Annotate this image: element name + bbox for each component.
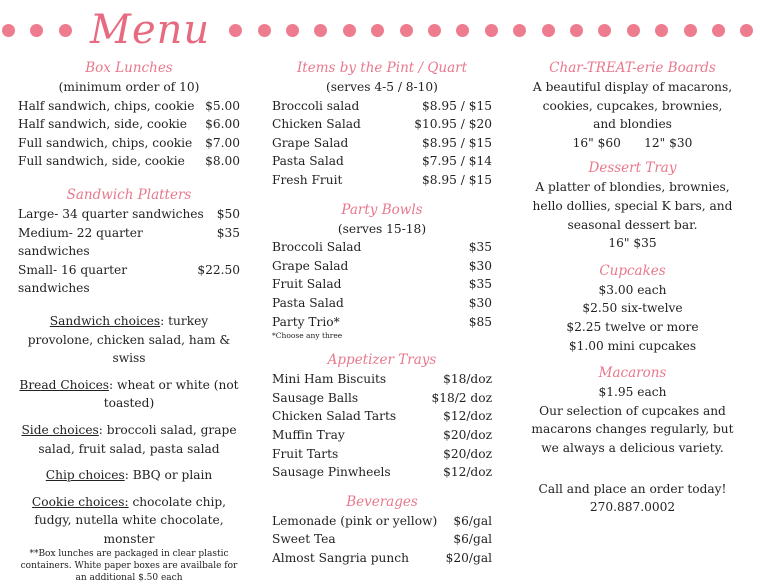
- decorative-dot: [343, 24, 356, 37]
- boards-heading: Char-TREAT-erie Boards: [549, 60, 716, 76]
- cupcakes-line: $2.25 twelve or more: [566, 319, 699, 334]
- phone-number: 270.887.0002: [589, 500, 676, 515]
- macarons-description: Our selection of cupcakes and macarons changes regularly, but we always a delicious variety.: [531, 403, 734, 455]
- menu-item: [272, 445, 492, 464]
- menu-item-name: Sweet Tea: [272, 532, 336, 547]
- sandwich-platters-heading: Sandwich Platters: [66, 186, 192, 203]
- menu-item-price: $7.95 / $14: [421, 154, 492, 169]
- appetizer-trays-heading: Appetizer Trays: [327, 352, 437, 369]
- decorative-dot: [371, 24, 384, 37]
- party-bowls-list: [272, 238, 492, 331]
- menu-item: [272, 238, 492, 257]
- column-middle: [272, 58, 492, 567]
- cookie-choices: Cookie choices: chocolate chip, fudgy, nutella white chocolate, monster: [31, 494, 227, 546]
- cupcakes-line: $3.00 each: [598, 282, 667, 297]
- menu-item-price: $18/2 doz: [431, 390, 492, 405]
- menu-item-price: $22.50: [197, 262, 240, 277]
- decorative-dot: [314, 24, 327, 37]
- menu-item: [272, 549, 492, 568]
- menu-item: [18, 224, 240, 261]
- menu-item-name: Sausage Balls: [272, 390, 359, 405]
- decorative-dot: [712, 24, 725, 37]
- menu-item-name: Half sandwich, chips, cookie: [18, 98, 195, 113]
- menu-item: [272, 407, 492, 426]
- beverages-list: [272, 512, 492, 568]
- decorative-dot: [740, 24, 753, 37]
- menu-item: [272, 294, 492, 313]
- menu-item-price: $35: [468, 240, 492, 255]
- macarons-heading: Macarons: [598, 365, 667, 382]
- menu-item: [272, 313, 492, 332]
- menu-item: [272, 134, 492, 153]
- menu-item-name: Lemonade (pink or yellow): [272, 513, 438, 528]
- menu-item-price: $12/doz: [443, 409, 492, 424]
- menu-item-name: Large- 34 quarter sandwiches: [18, 206, 204, 221]
- decorative-dot: [456, 24, 469, 37]
- party-bowls-note: (serves 15-18): [337, 221, 427, 236]
- party-bowls-heading: Party Bowls: [341, 201, 423, 218]
- menu-item-name: Small- 16 quarter sandwiches: [18, 262, 128, 296]
- menu-item: [272, 275, 492, 294]
- column-right: [530, 58, 735, 517]
- menu-item-price: $6/gal: [453, 513, 492, 528]
- menu-item: [18, 261, 240, 298]
- menu-item-name: Fruit Salad: [272, 277, 342, 292]
- menu-item: [272, 389, 492, 408]
- menu-item: [272, 97, 492, 116]
- menu-item: [272, 463, 492, 482]
- menu-item-price: $20/gal: [445, 550, 492, 565]
- menu-item-name: Chicken Salad: [272, 117, 361, 132]
- chip-choices: Chip choices: BBQ or plain: [45, 468, 213, 483]
- menu-item: [272, 171, 492, 190]
- menu-item-price: $30: [468, 295, 492, 310]
- box-lunches-note: (minimum order of 10): [58, 80, 200, 94]
- boards-prices: 16" $60 12" $30: [572, 135, 693, 150]
- decorative-dot: [286, 24, 299, 37]
- menu-item-price: $85: [468, 314, 492, 329]
- decorative-dot: [655, 24, 668, 37]
- menu-item-price: $8.95 / $15: [421, 98, 492, 113]
- pint-quart-note: (serves 4-5 / 8-10): [326, 80, 438, 94]
- appetizer-trays-list: [272, 370, 492, 482]
- beverages-heading: Beverages: [346, 493, 418, 510]
- menu-item-name: Medium- 22 quarter sandwiches: [18, 225, 143, 259]
- menu-item-price: $35: [216, 225, 240, 240]
- dessert-tray-heading: Dessert Tray: [588, 160, 677, 177]
- menu-item-price: $8.95 / $15: [421, 135, 492, 150]
- menu-item-name: Pasta Salad: [272, 154, 344, 169]
- decorative-dot: [400, 24, 413, 37]
- pint-quart-list: [272, 97, 492, 190]
- boards-description: A beautiful display of macarons, cookies, cupcakes, brownies, and blondies: [532, 80, 733, 132]
- menu-item: [272, 152, 492, 171]
- menu-item: [272, 426, 492, 445]
- menu-item-name: Fruit Tarts: [272, 446, 339, 461]
- box-lunches-heading: Box Lunches: [85, 60, 173, 76]
- page-title: Menu: [80, 8, 220, 52]
- party-trio-footnote: *Choose any three: [272, 331, 343, 341]
- menu-item: [18, 97, 240, 116]
- macarons-price: $1.95 each: [598, 385, 667, 400]
- menu-item: [18, 205, 240, 224]
- menu-item-price: $7.00: [205, 135, 240, 150]
- decorative-dot: [258, 24, 271, 37]
- menu-item-price: $20/doz: [443, 427, 492, 442]
- menu-item-name: Mini Ham Biscuits: [272, 372, 387, 387]
- order-call-to-action: Call and place an order today!: [538, 481, 727, 496]
- menu-item-price: $50: [216, 206, 240, 221]
- decorative-dot: [229, 24, 242, 37]
- menu-item: [272, 370, 492, 389]
- sandwich-choices: Sandwich choices: turkey provolone, chicken salad, ham & swiss: [27, 313, 231, 366]
- menu-item-name: Full sandwich, side, cookie: [18, 154, 185, 169]
- decorative-dot: [485, 24, 498, 37]
- decorative-dot: [627, 24, 640, 37]
- sandwich-platters-list: [18, 205, 240, 298]
- menu-item-name: Broccoli salad: [272, 98, 360, 113]
- dessert-tray-description: A platter of blondies, brownies, hello dollies, special K bars, and seasonal dessert bar.: [532, 180, 733, 232]
- menu-item-price: $8.00: [205, 154, 240, 169]
- menu-item-name: Party Trio*: [272, 314, 340, 329]
- decorative-dot: [684, 24, 697, 37]
- decorative-dot: [570, 24, 583, 37]
- menu-item-price: $5.00: [205, 98, 240, 113]
- menu-item-price: $6.00: [205, 117, 240, 132]
- menu-item-price: $10.95 / $20: [414, 117, 492, 132]
- menu-item-price: $6/gal: [453, 532, 492, 547]
- menu-item-name: Grape Salad: [272, 135, 349, 150]
- menu-item: [272, 257, 492, 276]
- decorative-dot: [513, 24, 526, 37]
- menu-item-name: Almost Sangria punch: [272, 550, 409, 565]
- menu-item-price: $18/doz: [443, 372, 492, 387]
- menu-item: [18, 115, 240, 134]
- menu-item: [18, 152, 240, 171]
- menu-item-name: Pasta Salad: [272, 295, 344, 310]
- dessert-tray-price: 16" $35: [608, 236, 657, 251]
- side-choices: Side choices: broccoli salad, grape salad, fruit salad, pasta salad: [21, 422, 237, 456]
- menu-item-name: Chicken Salad Tarts: [272, 409, 397, 424]
- menu-item-name: Half sandwich, side, cookie: [18, 117, 188, 132]
- menu-item-price: $20/doz: [443, 446, 492, 461]
- column-left: [18, 58, 240, 584]
- decorative-dot: [59, 24, 72, 37]
- decorative-dot: [598, 24, 611, 37]
- menu-item: [18, 134, 240, 153]
- menu-item-name: Full sandwich, chips, cookie: [18, 135, 193, 150]
- cupcakes-heading: Cupcakes: [599, 262, 666, 279]
- menu-item-price: $12/doz: [443, 465, 492, 480]
- menu-item-price: $35: [468, 277, 492, 292]
- menu-item-name: Fresh Fruit: [272, 172, 343, 187]
- menu-item: [272, 115, 492, 134]
- bread-choices: Bread Choices: wheat or white (not toasted): [19, 377, 239, 411]
- decorative-dot: [2, 24, 15, 37]
- menu-item: [272, 512, 492, 531]
- menu-item-price: $30: [468, 258, 492, 273]
- menu-item: [272, 530, 492, 549]
- decorative-dot: [30, 24, 43, 37]
- menu-item-name: Grape Salad: [272, 258, 349, 273]
- decorative-dot: [542, 24, 555, 37]
- cupcakes-line: $2.50 six-twelve: [582, 301, 683, 316]
- decorative-dot: [428, 24, 441, 37]
- box-lunches-list: [18, 97, 240, 171]
- menu-item-name: Muffin Tray: [272, 427, 345, 442]
- menu-item-name: Broccoli Salad: [272, 240, 362, 255]
- pint-quart-heading: Items by the Pint / Quart: [296, 60, 468, 76]
- box-lunch-footnote: **Box lunches are packaged in clear plastic containers. White paper boxes are availbale for an additional $.50 each: [20, 549, 238, 584]
- menu-item-name: Sausage Pinwheels: [272, 465, 391, 480]
- menu-item-price: $8.95 / $15: [421, 172, 492, 187]
- cupcakes-line: $1.00 mini cupcakes: [568, 338, 697, 353]
